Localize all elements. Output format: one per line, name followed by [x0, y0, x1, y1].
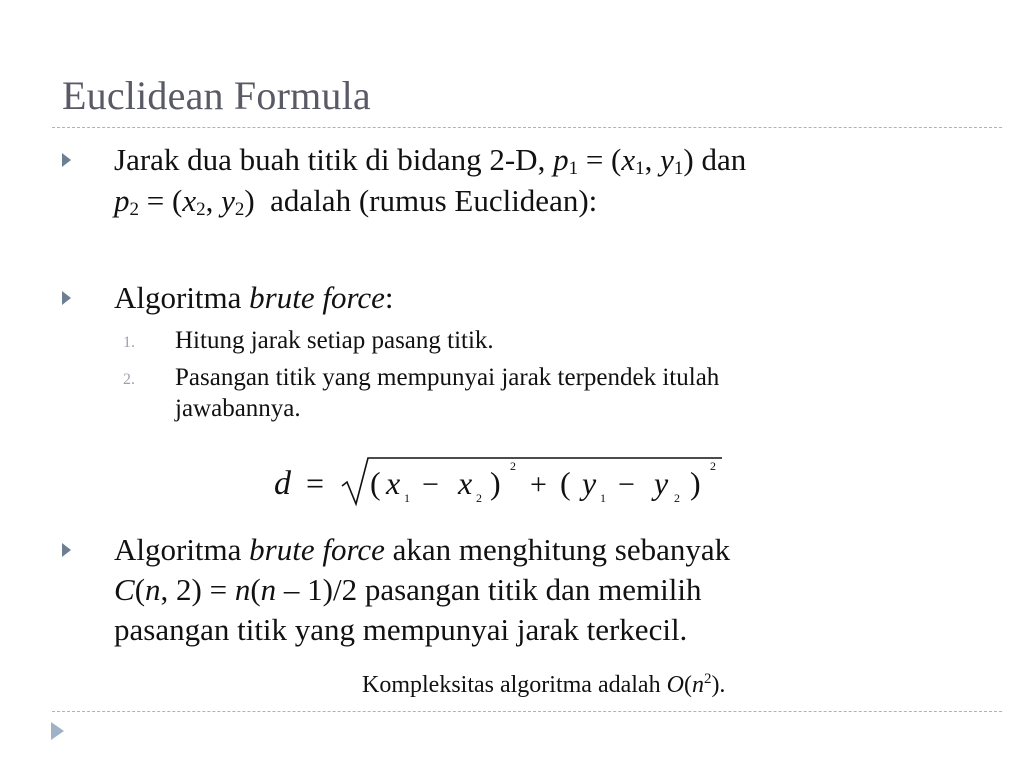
- step-text: Pasangan titik yang mempunyai jarak terpendek itulah: [175, 364, 720, 391]
- formula-close-paren: ): [490, 465, 501, 501]
- formula-equals: =: [306, 465, 325, 501]
- formula-x1: x: [386, 465, 401, 501]
- formula-d: d: [274, 465, 291, 502]
- formula-open-paren: (: [370, 465, 381, 501]
- play-triangle-icon[interactable]: [51, 722, 64, 740]
- formula-y1-sub: 1: [600, 491, 606, 505]
- bullet3-line3: pasangan titik yang mempunyai jarak terkecil.: [114, 612, 688, 647]
- triangle-bullet-icon: [62, 291, 71, 305]
- formula-exp1: 2: [510, 459, 516, 473]
- step-number: 1.: [123, 334, 135, 351]
- formula-close-paren2: ): [690, 465, 701, 501]
- formula-minus2: −: [618, 468, 635, 501]
- triangle-bullet-icon: [62, 543, 71, 557]
- euclidean-distance-formula: [270, 452, 740, 512]
- bullet2-heading: Algoritma brute force:: [114, 280, 394, 315]
- top-divider: [52, 127, 1002, 128]
- formula-plus: +: [530, 468, 547, 501]
- formula-exp2: 2: [710, 459, 716, 473]
- formula-minus: −: [422, 468, 439, 501]
- bullet3-line2: C(n, 2) = n(n – 1)/2 pasangan titik dan memilih: [114, 572, 702, 607]
- bullet3-line1: Algoritma brute force akan menghitung sebanyak: [114, 532, 731, 567]
- triangle-bullet-icon: [62, 153, 71, 167]
- step-text-continued: jawabannya.: [175, 395, 301, 422]
- formula-x2-sub: 2: [476, 491, 482, 505]
- step-number: 2.: [123, 371, 135, 388]
- formula-y1: y: [582, 465, 597, 501]
- bottom-divider: [52, 711, 1002, 712]
- step-text: Hitung jarak setiap pasang titik.: [175, 327, 494, 354]
- formula-open-paren2: (: [560, 465, 571, 501]
- complexity-note: Kompleksitas algoritma adalah $O(n^2)$.: [362, 671, 726, 698]
- bullet1-line2: $p_2 = (x_2$, $y_2$) adalah (rumus Euclidean):: [114, 183, 598, 220]
- formula-y2-sub: 2: [674, 491, 680, 505]
- formula-y2: y: [654, 465, 669, 501]
- formula-x1-sub: 1: [404, 491, 410, 505]
- formula-x2: x: [458, 465, 473, 501]
- bullet1-line1: Jarak dua buah titik di bidang 2-D, $p_1 = (x_1$, $y_1$) dan: [114, 142, 747, 179]
- slide-title: Euclidean Formula: [62, 73, 371, 118]
